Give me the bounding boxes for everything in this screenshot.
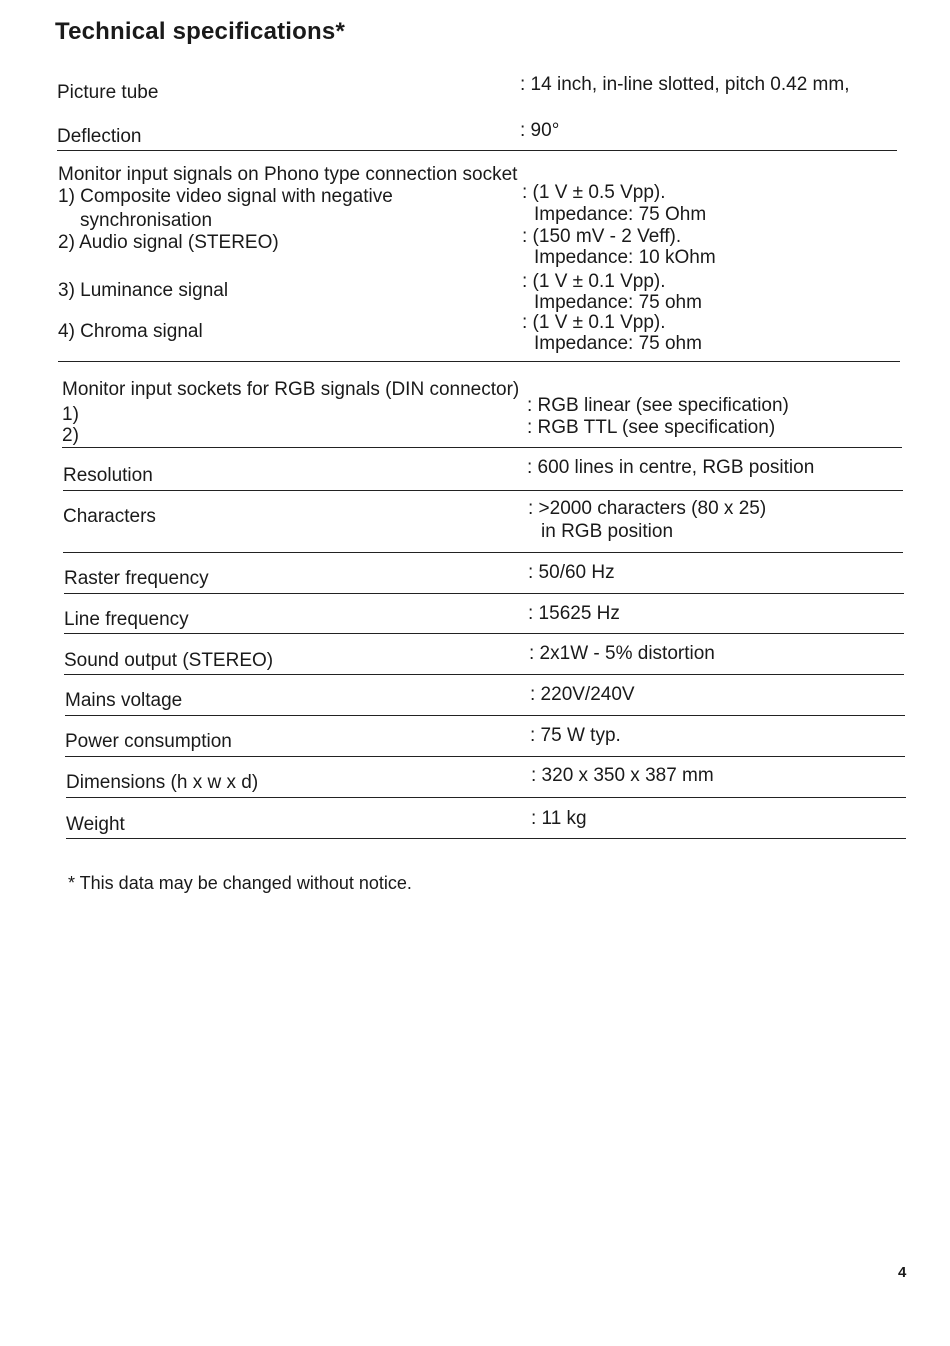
- divider: [62, 447, 902, 448]
- chroma-impedance: Impedance: 75 ohm: [534, 333, 702, 354]
- luminance-label: 3) Luminance signal: [58, 280, 229, 301]
- spec-label-sound-output: Sound output (STEREO): [64, 650, 274, 671]
- divider: [64, 593, 904, 594]
- composite-value: : (1 V ± 0.5 Vpp).: [522, 182, 666, 203]
- spec-value-weight: : 11 kg: [531, 808, 587, 829]
- spec-label-line-frequency: Line frequency: [64, 609, 189, 630]
- divider: [64, 674, 904, 675]
- audio-label: 2) Audio signal (STEREO): [58, 232, 279, 253]
- spec-label-picture-tube: Picture tube: [57, 82, 159, 103]
- phono-heading: Monitor input signals on Phono type connection socket: [58, 164, 518, 185]
- spec-label-power-consumption: Power consumption: [65, 731, 232, 752]
- composite-label-cont: synchronisation: [80, 210, 213, 231]
- divider: [58, 361, 900, 362]
- chroma-label: 4) Chroma signal: [58, 321, 203, 342]
- spec-label-resolution: Resolution: [63, 465, 153, 486]
- spec-label-raster-frequency: Raster frequency: [64, 568, 209, 589]
- divider: [57, 150, 897, 151]
- divider: [66, 838, 906, 839]
- divider: [63, 490, 903, 491]
- rgb-item2-label: 2): [62, 425, 79, 446]
- divider: [64, 633, 904, 634]
- divider: [63, 552, 903, 553]
- divider: [65, 756, 905, 757]
- spec-value-line-frequency: : 15625 Hz: [528, 603, 620, 624]
- spec-value-deflection: : 90°: [520, 120, 560, 141]
- composite-label: 1) Composite video signal with negative: [58, 186, 393, 207]
- chroma-value: : (1 V ± 0.1 Vpp).: [522, 312, 666, 333]
- spec-value-sound-output: : 2x1W - 5% distortion: [529, 643, 715, 664]
- footnote: * This data may be changed without notice.: [68, 873, 412, 893]
- spec-value-resolution: : 600 lines in centre, RGB position: [527, 457, 815, 478]
- rgb-item1-label: 1): [62, 404, 79, 425]
- spec-value-characters-cont: in RGB position: [541, 521, 674, 542]
- spec-value-power-consumption: : 75 W typ.: [530, 725, 621, 746]
- spec-value-picture-tube: : 14 inch, in-line slotted, pitch 0.42 mm,: [520, 74, 850, 95]
- audio-impedance: Impedance: 10 kOhm: [534, 247, 716, 268]
- rgb-heading: Monitor input sockets for RGB signals (DIN connector): [62, 379, 520, 400]
- rgb-item2-value: : RGB TTL (see specification): [527, 417, 776, 438]
- page-title: Technical specifications*: [55, 18, 345, 45]
- composite-impedance: Impedance: 75 Ohm: [534, 204, 707, 225]
- spec-label-weight: Weight: [66, 814, 125, 835]
- divider: [65, 715, 905, 716]
- luminance-value: : (1 V ± 0.1 Vpp).: [522, 271, 666, 292]
- divider: [66, 797, 906, 798]
- rgb-item1-value: : RGB linear (see specification): [527, 395, 789, 416]
- spec-label-mains-voltage: Mains voltage: [65, 690, 183, 711]
- spec-value-dimensions: : 320 x 350 x 387 mm: [531, 765, 714, 786]
- audio-value: : (150 mV - 2 Veff).: [522, 226, 682, 247]
- spec-value-raster-frequency: : 50/60 Hz: [528, 562, 615, 583]
- spec-label-characters: Characters: [63, 506, 156, 527]
- spec-label-deflection: Deflection: [57, 126, 142, 147]
- page-number: 4: [898, 1264, 907, 1281]
- spec-label-dimensions: Dimensions (h x w x d): [66, 772, 259, 793]
- luminance-impedance: Impedance: 75 ohm: [534, 292, 702, 313]
- spec-value-characters: : >2000 characters (80 x 25): [528, 498, 767, 519]
- spec-value-mains-voltage: : 220V/240V: [530, 684, 635, 705]
